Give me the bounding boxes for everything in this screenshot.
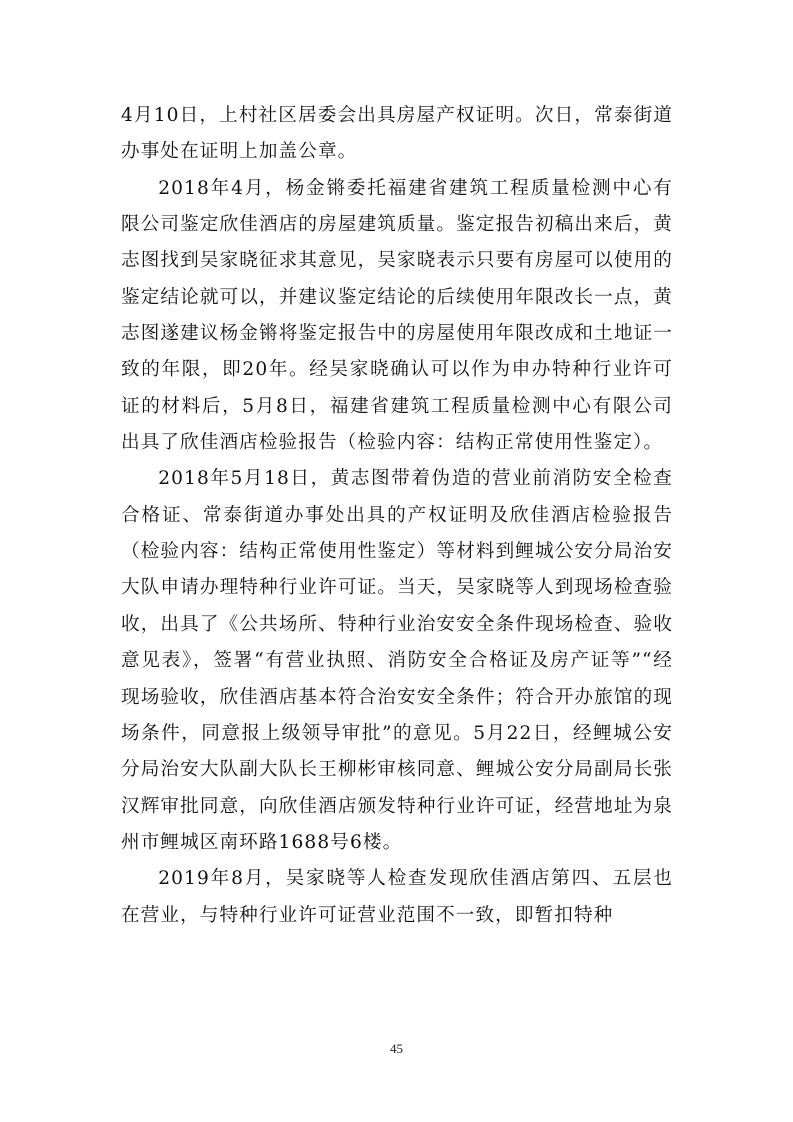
page-number: 45 — [390, 1041, 403, 1056]
paragraph-appraisal: 2018年4月，杨金锵委托福建省建筑工程质量检测中心有限公司鉴定欣佳酒店的房屋建筑质量。鉴定报告初稿出来后，黄志图找到吴家晓征求其意见，吴家晓表示只要有房屋可以使用的鉴定结论就可以，并建议鉴定结论的后续使用年限改长一点，黄志图遂建议杨金锵将鉴定报告中的房屋使用年限改成和土地证一致的年限，即20年。经吴家晓确认可以作为申办特种行业许可证的材料后，5月8日，福建省建筑工程质量检测中心有限公司出具了欣佳酒店检验报告（检验内容：结构正常使用性鉴定）。 — [121, 177, 673, 454]
paragraph-license-application: 2018年5月18日，黄志图带着伪造的营业前消防安全检查合格证、常泰街道办事处出具的产权证明及欣佳酒店检验报告（检验内容：结构正常使用性鉴定）等材料到鲤城公安分局治安大队申请办理特种行业许可证。当天，吴家晓等人到现场检查验收，出具了《公共场所、特种行业治安安全条件现场检查、验收意见表》，签署“有营业执照、消防安全合格证及房产证等”“经现场验收，欣佳酒店基本符合治安安全条件；符合开办旅馆的现场条件，同意报上级领导审批”的意见。5月22日，经鲤城公安分局治安大队副大队长王柳彬审核同意、鲤城公安分局副局长张汉辉审批同意，向欣佳酒店颁发特种行业许可证，经营地址为泉州市鲤城区南环路1688号6楼。 — [121, 468, 673, 853]
paragraph-continued: 4月10日，上村社区居委会出具房屋产权证明。次日，常泰街道办事处在证明上加盖公章。 — [121, 105, 673, 163]
paragraph-inspection: 2019年8月，吴家晓等人检查发现欣佳酒店第四、五层也在营业，与特种行业许可证营业范围不一致，即暂扣特种 — [121, 868, 673, 926]
body-text — [121, 98, 673, 934]
